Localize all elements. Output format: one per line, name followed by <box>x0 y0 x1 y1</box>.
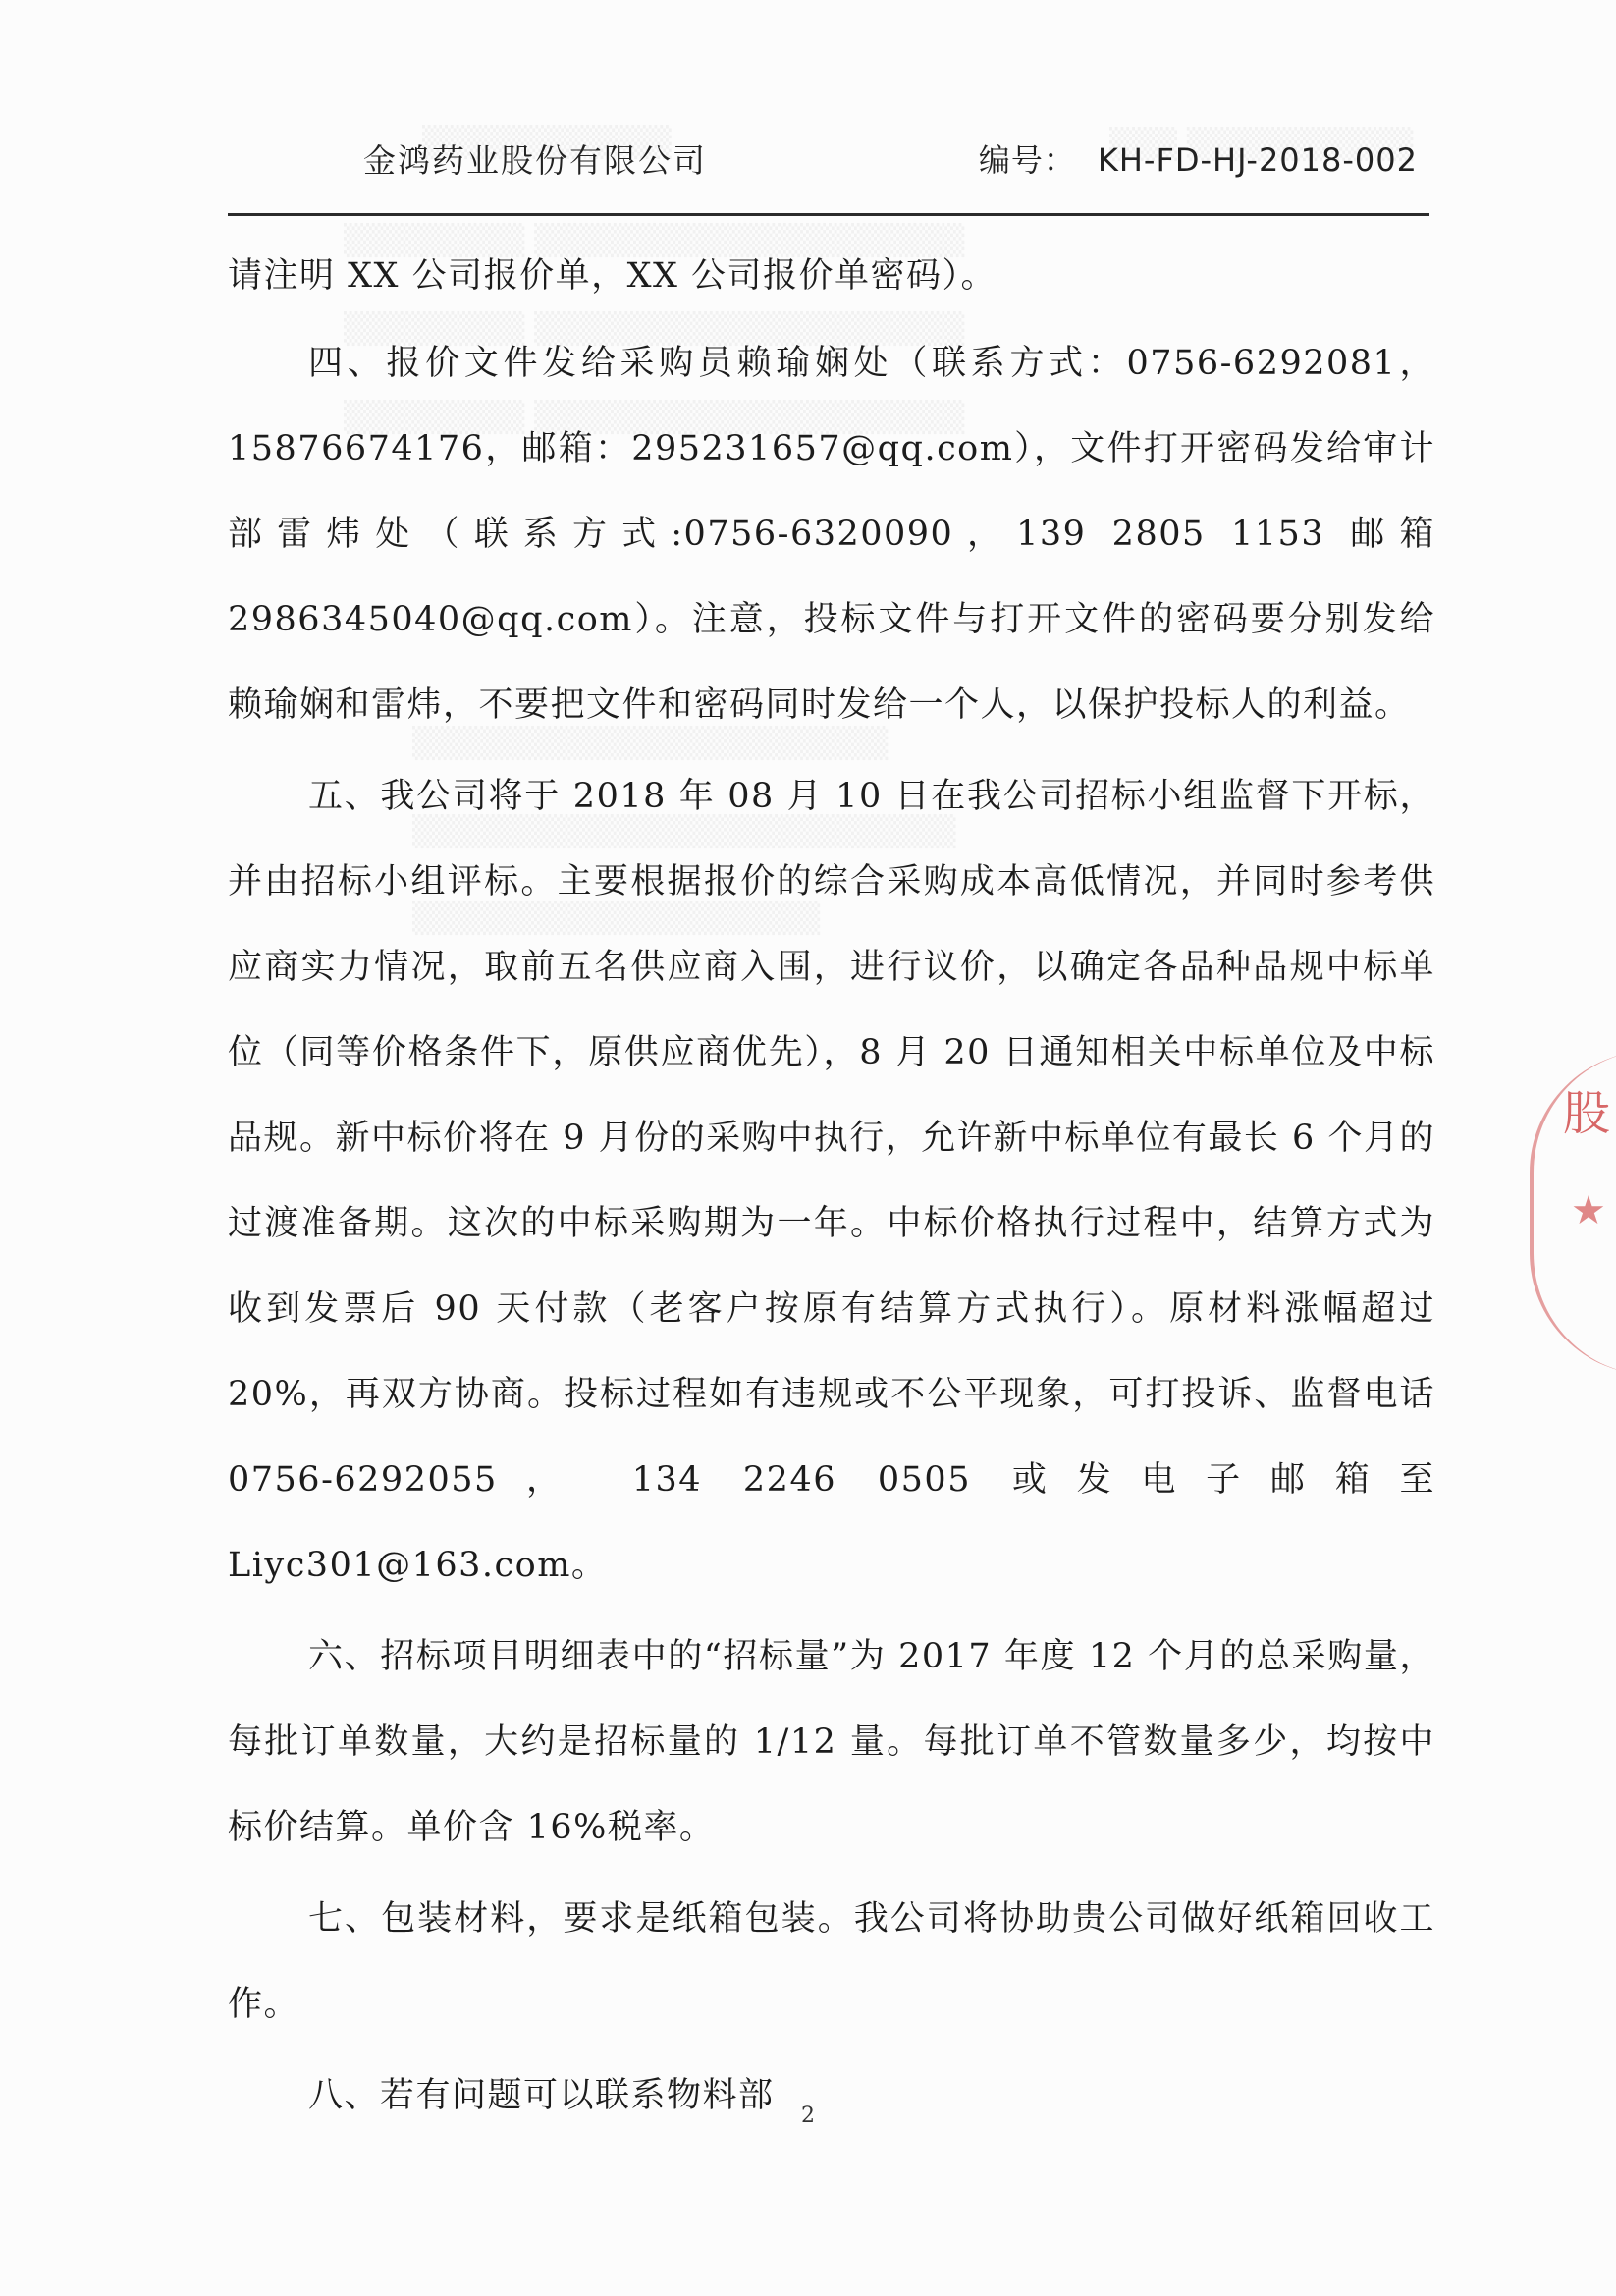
document-code-value: KH-FD-HJ-2018-002 <box>1097 141 1418 179</box>
paragraph-section-7: 七、包装材料，要求是纸箱包装。我公司将协助贵公司做好纸箱回收工作。 <box>228 1899 1435 2024</box>
document-header <box>363 136 1418 187</box>
document-code <box>979 136 1418 181</box>
paragraph-continuation: 请注明 XX 公司报价单，XX 公司报价单密码）。 <box>228 256 997 296</box>
page-number: 2 <box>801 2104 815 2128</box>
paragraph-section-6: 六、招标项目明细表中的“招标量”为 2017 年度 12 个月的总采购量，每批订单数量，大约是招标量的 1/12 量。每批订单不管数量多少，均按中标价结算。单价含 16%税率。 <box>228 1637 1435 1847</box>
company-seal-char: 股 <box>1563 1086 1611 1141</box>
paragraph-section-5: 五、我公司将于 2018 年 08 月 10 日在我公司招标小组监督下开标，并由招标小组评标。主要根据报价的综合采购成本高低情况，并同时参考供应商实力情况，取前五名供应商入围，进行议价，以确定各品种品规中标单位（同等价格条件下，原供应商优先），8 月 20 日通知相关中标单位及中标品规。新中标价将在 9 月份的采购中执行，允许新中标单位有最长 6 个月的过渡准备期。这次的中标采购期为一年。中标价格执行过程中，结算方式为收到发票后 90 天付款（老客户按原有结算方式执行）。原材料涨幅超过 20%，再双方协商。投标过程如有违规或不公平现象，可打投诉、监督电话 0756-6292055， 134 2246 0505 或发电子邮箱至 Liyc301@163.com。 <box>228 777 1435 1585</box>
document-body <box>228 234 1435 2139</box>
paragraph-section-4: 四、报价文件发给采购员赖瑜娴处（联系方式：0756-6292081，15876674176，邮箱：295231657@qq.com），文件打开密码发给审计部雷炜处（联系方式:0756-6320090，139 2805 1153 邮箱 2986345040@qq.com）。注意，投标文件与打开文件的密码要分别发给赖瑜娴和雷炜，不要把文件和密码同时发给一个人，以保护投标人的利益。 <box>228 344 1435 725</box>
paragraph-section-8: 八、若有问题可以联系物料部 <box>308 2076 775 2115</box>
company-name: 金鸿药业股份有限公司 <box>363 141 707 180</box>
document-code-label: 编号： <box>978 141 1076 179</box>
seal-star-icon: ★ <box>1571 1188 1606 1233</box>
header-divider <box>228 213 1429 216</box>
